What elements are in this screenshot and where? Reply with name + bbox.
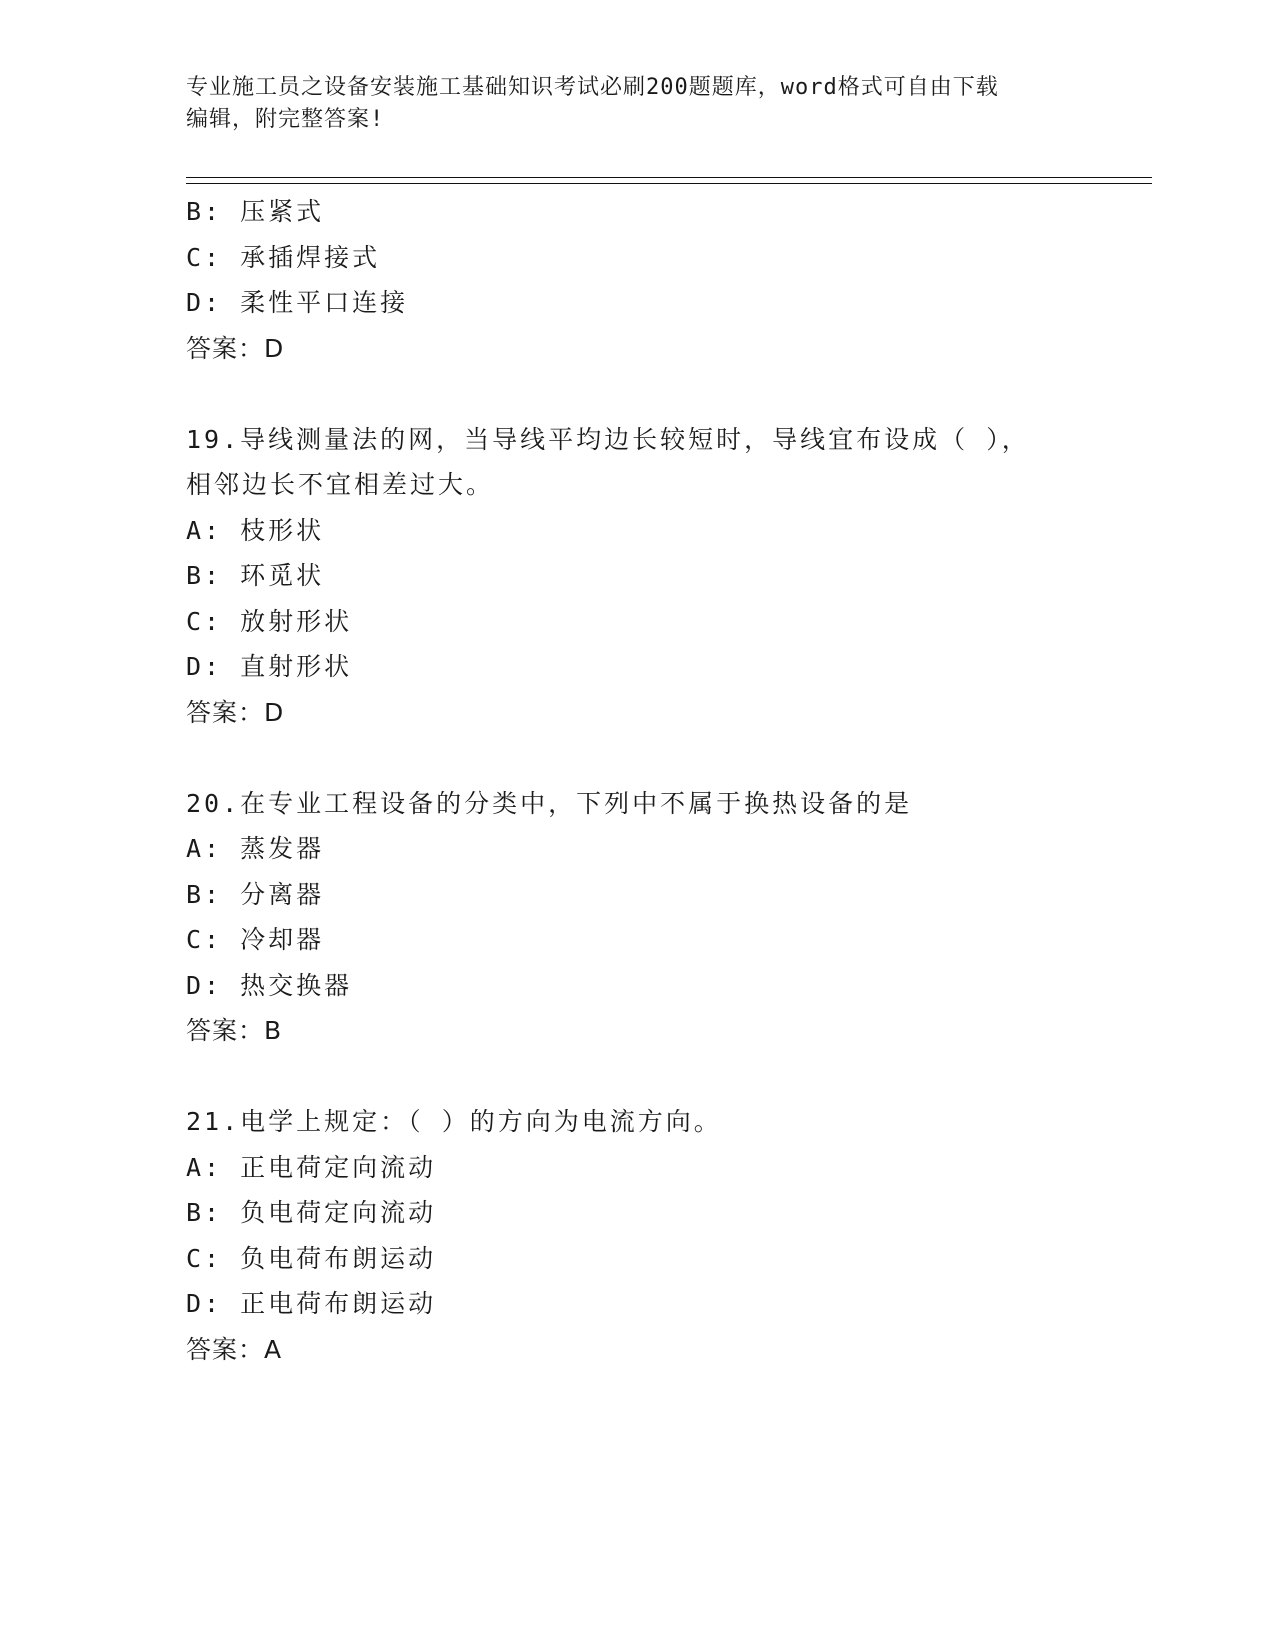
answer: 答案：B bbox=[186, 1016, 283, 1045]
header-title-line-2: 编辑，附完整答案! bbox=[186, 107, 385, 132]
option-a: A: 蒸发器 bbox=[186, 834, 325, 863]
document-header bbox=[186, 72, 1066, 136]
question-19 bbox=[186, 417, 1152, 736]
option-b: B: 环觅状 bbox=[186, 561, 325, 590]
question-list bbox=[186, 189, 1152, 1372]
header-divider-thin bbox=[186, 183, 1152, 184]
question-stem-line-1: 21.电学上规定：（ ）的方向为电流方向。 bbox=[186, 1107, 722, 1136]
spacer bbox=[186, 371, 1152, 417]
option-b: B: 分离器 bbox=[186, 879, 325, 909]
option-d: D: 热交换器 bbox=[186, 970, 353, 1000]
question-18-continued bbox=[186, 189, 1152, 371]
question-stem-line-1: 20.在专业工程设备的分类中，下列中不属于换热设备的是 bbox=[186, 788, 913, 818]
option-c: C: 承插焊接式 bbox=[186, 242, 381, 272]
option-c: C: 冷却器 bbox=[186, 925, 325, 954]
option-b: B: 压紧式 bbox=[186, 197, 325, 226]
answer: 答案：A bbox=[186, 1334, 283, 1364]
header-divider-thick bbox=[186, 177, 1152, 178]
option-d: D: 柔性平口连接 bbox=[186, 288, 409, 317]
option-b: B: 负电荷定向流动 bbox=[186, 1198, 437, 1227]
option-d: D: 直射形状 bbox=[186, 652, 353, 681]
option-c: C: 负电荷布朗运动 bbox=[186, 1243, 437, 1273]
option-a: A: 枝形状 bbox=[186, 515, 325, 545]
spacer bbox=[186, 735, 1152, 781]
question-20 bbox=[186, 781, 1152, 1054]
header-title-line-1: 专业施工员之设备安装施工基础知识考试必刷200题题库，word格式可自由下载 bbox=[186, 75, 999, 100]
option-a: A: 正电荷定向流动 bbox=[186, 1152, 437, 1182]
option-d: D: 正电荷布朗运动 bbox=[186, 1289, 437, 1318]
answer: 答案：D bbox=[186, 333, 285, 363]
spacer bbox=[186, 1054, 1152, 1100]
option-c: C: 放射形状 bbox=[186, 606, 353, 636]
answer: 答案：D bbox=[186, 697, 285, 727]
question-stem-line-1: 19.导线测量法的网，当导线平均边长较短时，导线宜布设成（ ）， bbox=[186, 424, 1030, 454]
question-stem-line-2: 相邻边长不宜相差过大。 bbox=[186, 470, 495, 499]
question-21 bbox=[186, 1099, 1152, 1372]
